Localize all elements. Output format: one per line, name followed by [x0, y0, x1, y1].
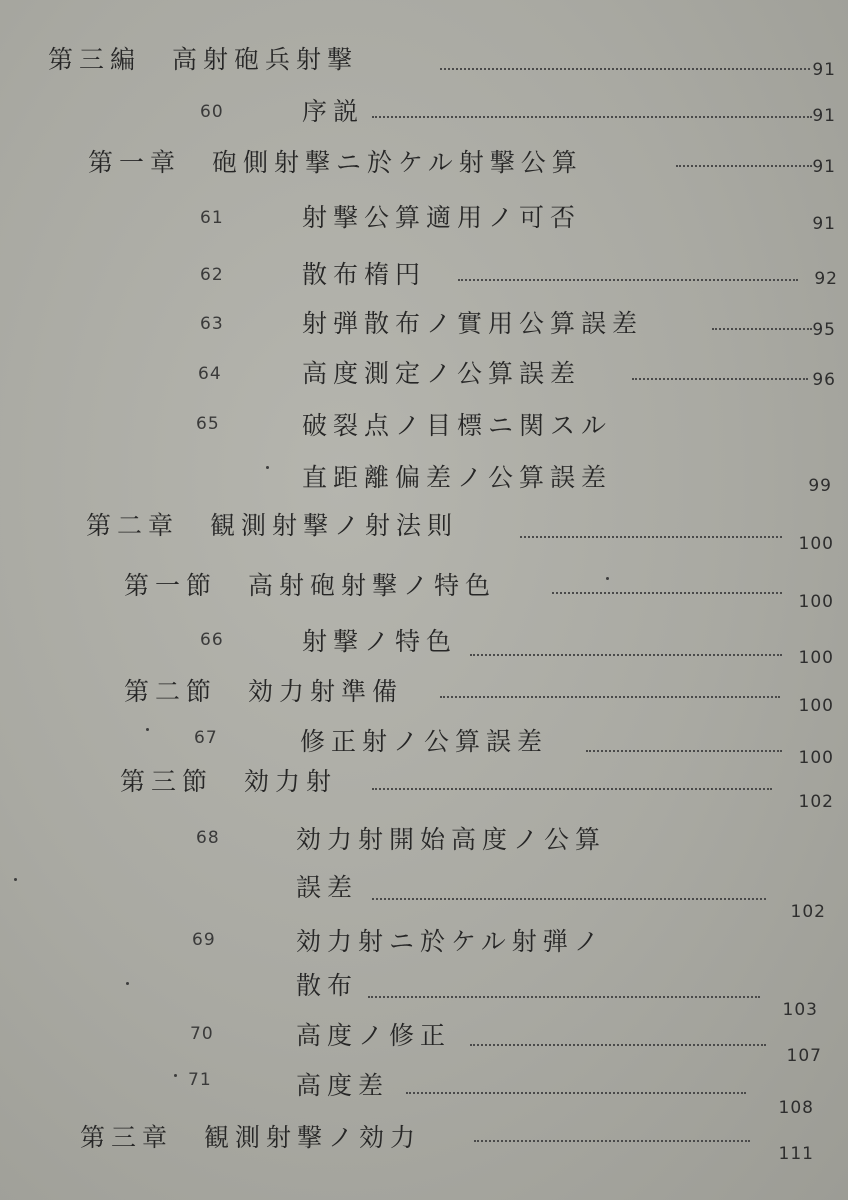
toc-leader [440, 696, 780, 698]
toc-entry [0, 196, 848, 236]
toc-entry-number: 69 [192, 930, 216, 950]
toc-entry [0, 622, 848, 668]
toc-entry [0, 143, 848, 183]
toc-entry [0, 304, 848, 344]
toc-entry-label: 序説 [302, 97, 365, 126]
ink-speck [266, 466, 269, 469]
toc-entry-number: 66 [200, 630, 224, 650]
toc-leader [676, 165, 812, 167]
toc-entry-number: 67 [194, 728, 218, 748]
toc-entry-number: 64 [198, 364, 222, 384]
toc-entry [0, 1066, 848, 1118]
toc-entry [0, 92, 848, 132]
toc-entry-page: 100 [798, 592, 834, 612]
toc-leader [520, 536, 782, 538]
toc-entry-label: 高度差 [296, 1071, 390, 1100]
toc-entry-label: 散布楕円 [302, 260, 427, 289]
toc-entry-label: 第一章 砲側射撃ニ於ケル射撃公算 [88, 148, 583, 177]
toc-entry-label: 第三節 効力射 [120, 767, 338, 796]
toc-entry-page: 99 [808, 476, 832, 496]
toc-entry-number: 60 [200, 102, 224, 122]
toc-entry-page: 103 [782, 1000, 818, 1020]
toc-entry-page: 91 [812, 106, 836, 126]
toc-entry-page: 91 [812, 157, 836, 177]
toc-entry-number: 62 [200, 265, 224, 285]
toc-entry-label: 修正射ノ公算誤差 [300, 727, 549, 756]
toc-entry [0, 40, 848, 80]
toc-entry-number: 68 [196, 828, 220, 848]
toc-leader [372, 788, 772, 790]
toc-entry [0, 566, 848, 612]
toc-entry-number: 61 [200, 208, 224, 228]
ink-speck [174, 1074, 177, 1077]
toc-entry [0, 672, 848, 716]
toc-entry [0, 406, 848, 446]
toc-entry [0, 922, 848, 962]
toc-entry [0, 722, 848, 768]
ink-speck [14, 878, 17, 881]
toc-entry [0, 868, 848, 922]
ink-speck [606, 577, 609, 580]
toc-entry [0, 506, 848, 554]
toc-entry-page: 92 [814, 269, 838, 289]
toc-entry [0, 253, 848, 293]
toc-entry-label: 破裂点ノ目標ニ関スル [302, 411, 613, 440]
toc-entry [0, 458, 848, 498]
toc-leader [552, 592, 782, 594]
toc-leader [406, 1092, 746, 1094]
toc-leader [470, 654, 782, 656]
toc-entry-label: 射弾散布ノ實用公算誤差 [302, 309, 644, 338]
toc-entry [0, 820, 848, 860]
ink-speck [126, 982, 129, 985]
toc-entry-page: 95 [812, 320, 836, 340]
toc-entry [0, 354, 848, 394]
toc-entry-page: 91 [812, 214, 836, 234]
toc-entry-page: 100 [798, 696, 834, 716]
toc-leader [470, 1044, 766, 1046]
toc-entry-label: 誤差 [296, 873, 359, 902]
toc-entry-label: 第二節 効力射準備 [124, 677, 404, 706]
toc-entry-label: 射撃ノ特色 [302, 627, 458, 656]
toc-entry-label: 第三編 高射砲兵射撃 [48, 45, 359, 74]
toc-leader [632, 378, 808, 380]
toc-entry-label: 効力射ニ於ケル射弾ノ [296, 927, 605, 956]
toc-entry-label: 第一節 高射砲射撃ノ特色 [124, 571, 497, 600]
toc-entry-page: 100 [798, 534, 834, 554]
toc-leader [474, 1140, 750, 1142]
toc-entry-label: 第二章 観測射撃ノ射法則 [86, 511, 459, 540]
toc-entry-number: 65 [196, 414, 220, 434]
toc-entry-number: 63 [200, 314, 224, 334]
toc-entry-label: 直距離偏差ノ公算誤差 [302, 463, 613, 492]
ink-speck [146, 728, 149, 731]
toc-entry-label: 散布 [296, 971, 359, 1000]
toc-leader [440, 68, 810, 70]
toc-leader [712, 328, 812, 330]
toc-entry-page: 108 [778, 1098, 814, 1118]
toc-entry-label: 射撃公算適用ノ可否 [302, 203, 582, 232]
toc-entry [0, 966, 848, 1020]
toc-entry-page: 107 [786, 1046, 822, 1066]
toc-leader [458, 279, 798, 281]
toc-entry [0, 1016, 848, 1066]
toc-leader [372, 116, 812, 118]
toc-entry-page: 96 [812, 370, 836, 390]
toc-leader [372, 898, 766, 900]
toc-entry-page: 111 [778, 1144, 814, 1164]
toc-entry-page: 102 [798, 792, 834, 812]
toc-leader [368, 996, 760, 998]
toc-entry-label: 高度測定ノ公算誤差 [302, 359, 582, 388]
toc-entry-page: 91 [812, 60, 836, 80]
toc-entry-number: 70 [190, 1024, 214, 1044]
toc-entry-page: 102 [790, 902, 826, 922]
toc-entry-label: 効力射開始高度ノ公算 [296, 825, 607, 854]
toc-entry-label: 第三章 観測射撃ノ効力 [80, 1123, 422, 1152]
toc-entry-number: 71 [188, 1070, 212, 1090]
toc-entry [0, 762, 848, 812]
toc-entry-label: 高度ノ修正 [296, 1021, 452, 1050]
toc-entry-page: 100 [798, 648, 834, 668]
toc-entry [0, 1118, 848, 1164]
toc-leader [586, 750, 782, 752]
toc-entry-page: 100 [798, 748, 834, 768]
